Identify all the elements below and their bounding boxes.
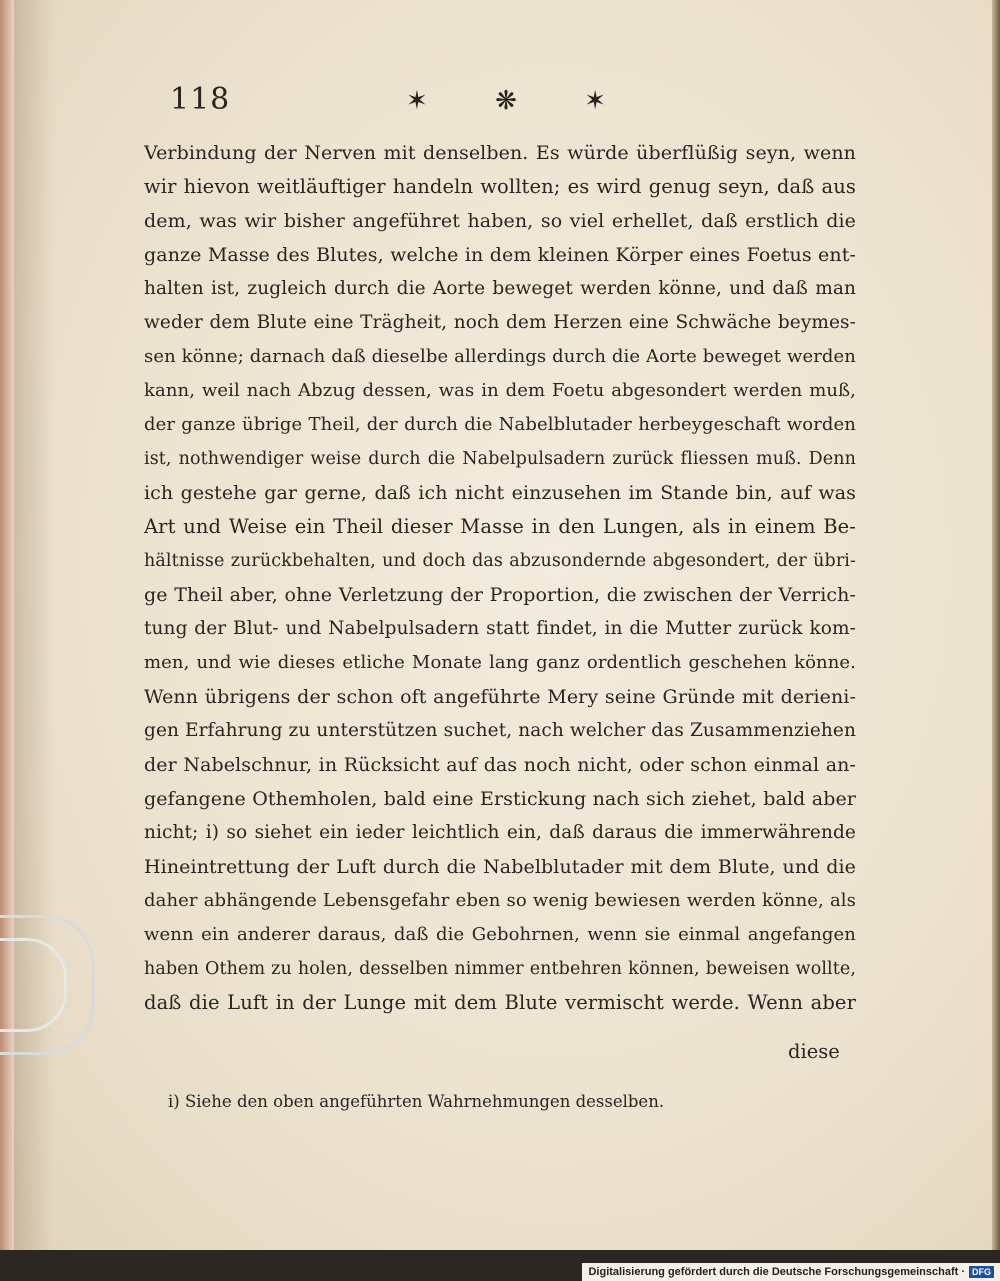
catchword: diese <box>788 1040 840 1063</box>
text-line: Verbindung der Nerven mit denselben. Es würde überflüßig seyn, wenn <box>144 142 856 164</box>
text-line: Hineintrettung der Luft durch die Nabelblutader mit dem Blute, und die <box>144 856 856 878</box>
scan-bottom-bar <box>0 1250 1000 1281</box>
gutter-shadow <box>14 0 54 1250</box>
text-line: daher abhängende Lebensgefahr eben so wenig bewiesen werden könne, als <box>144 890 856 911</box>
page-edge-left <box>0 0 14 1250</box>
ornament-center-icon: ❋ <box>495 86 517 116</box>
text-line: nicht; i) so siehet ein ieder leichtlich ein, daß daraus die immerwährende <box>144 822 856 843</box>
text-line: der ganze übrige Theil, der durch die Nabelblutader herbeygeschaft worden <box>144 414 856 435</box>
text-line: sen könne; darnach daß dieselbe allerdings durch die Aorte beweget werden <box>144 346 856 367</box>
ornament-left-icon: ✶ <box>406 86 428 116</box>
text-line: gen Erfahrung zu unterstützen suchet, nach welcher das Zusammenziehen <box>144 720 856 741</box>
page-clip <box>0 915 95 1055</box>
body-text <box>144 136 856 1020</box>
page-number: 118 <box>170 82 231 117</box>
text-line: ich gestehe gar gerne, daß ich nicht einzusehen im Stande bin, auf was <box>144 482 856 504</box>
digitization-credit <box>582 1263 1000 1281</box>
page-edge-right <box>992 0 1000 1250</box>
text-line: men, und wie dieses etliche Monate lang ganz ordentlich geschehen könne. <box>144 652 856 673</box>
text-line: dem, was wir bisher angeführet haben, so viel erhellet, daß erstlich die <box>144 210 856 232</box>
running-header <box>170 82 870 126</box>
dfg-logo: DFG <box>969 1266 994 1278</box>
text-line: der Nabelschnur, in Rücksicht auf das noch nicht, oder schon einmal an- <box>144 754 856 776</box>
credit-text: Digitalisierung gefördert durch die Deutsche Forschungsgemeinschaft · <box>588 1266 965 1278</box>
text-line: weder dem Blute eine Trägheit, noch dem Herzen eine Schwäche beymes- <box>144 312 856 333</box>
text-line: ge Theil aber, ohne Verletzung der Proportion, die zwischen der Verrich- <box>144 584 856 606</box>
text-line: Wenn übrigens der schon oft angeführte Mery seine Gründe mit derieni- <box>144 686 856 708</box>
text-line: ist, nothwendiger weise durch die Nabelpulsadern zurück fliessen muß. Denn <box>144 449 856 469</box>
text-line: daß die Luft in der Lunge mit dem Blute vermischt werde. Wenn aber <box>144 991 856 1014</box>
text-line: wir hievon weitläuftiger handeln wollten; es wird genug seyn, daß aus <box>144 175 856 198</box>
text-line: ganze Masse des Blutes, welche in dem kleinen Körper eines Foetus ent- <box>144 244 856 266</box>
text-line: halten ist, zugleich durch die Aorte beweget werden könne, und daß man <box>144 278 856 299</box>
text-line: haben Othem zu holen, desselben nimmer entbehren können, beweisen wollte, <box>144 959 856 979</box>
text-line: wenn ein anderer daraus, daß die Gebohrnen, wenn sie einmal angefangen <box>144 924 856 945</box>
text-line: gefangene Othemholen, bald eine Erstickung nach sich ziehet, bald aber <box>144 788 856 810</box>
footnote: i) Siehe den oben angeführten Wahrnehmungen desselben. <box>168 1092 665 1111</box>
text-line: tung der Blut- und Nabelpulsadern statt findet, in die Mutter zurück kom- <box>144 618 856 639</box>
text-line: Art und Weise ein Theil dieser Masse in den Lungen, als in einem Be- <box>144 515 856 538</box>
text-line: kann, weil nach Abzug dessen, was in dem Foetu abgesondert werden muß, <box>144 380 856 401</box>
header-ornaments <box>406 86 606 116</box>
text-line: hältnisse zurückbehalten, und doch das abzusondernde abgesondert, der übri- <box>144 551 856 571</box>
ornament-right-icon: ✶ <box>584 86 606 116</box>
